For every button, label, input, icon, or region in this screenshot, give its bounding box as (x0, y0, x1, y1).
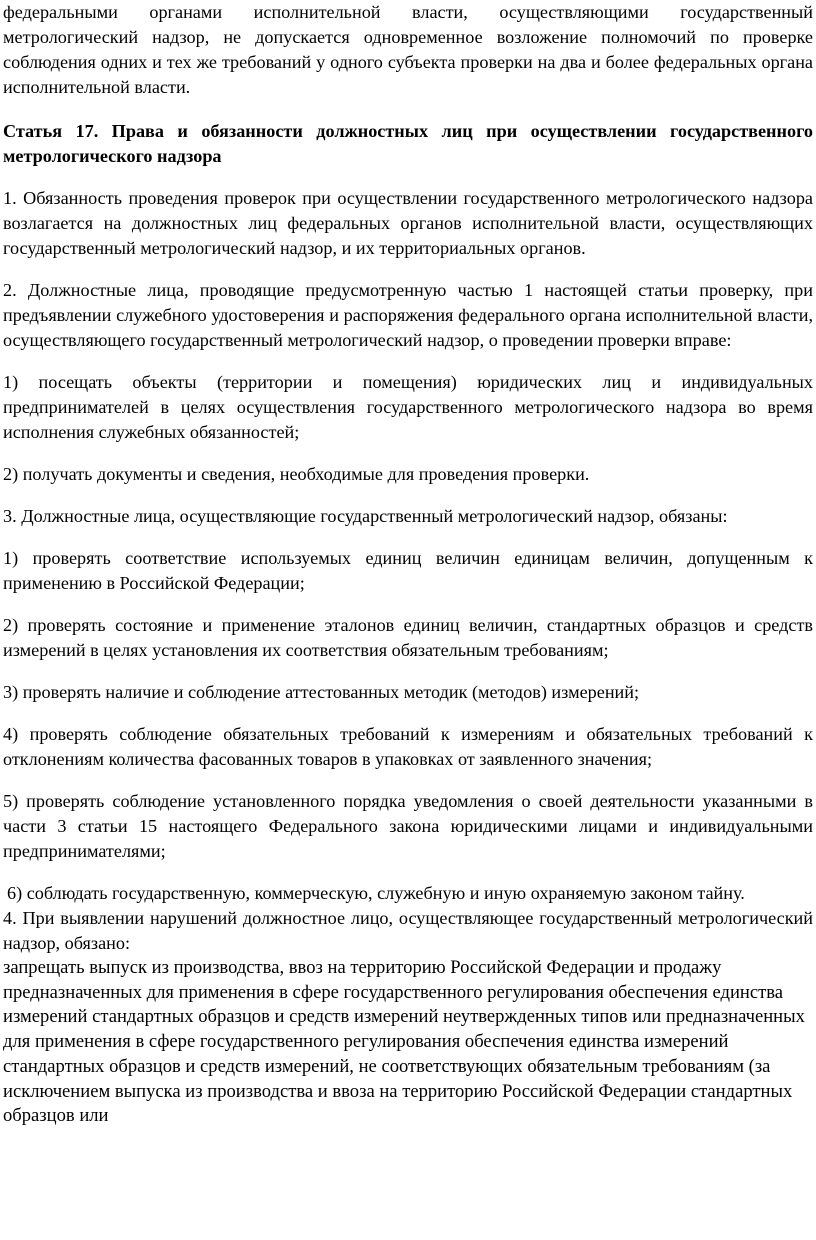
paragraph-intro: федеральными органами исполнительной власти, осуществляющими государственный метрологический надзор, не допускается одновременное возложение полномочий по проверке соблюдения одних и тех же требований у одного субъекта проверки на два и более федеральных органа исполнительной власти. (3, 2, 813, 97)
paragraph-3-item-6: 6) соблюдать государственную, коммерческую, служебную и иную охраняемую законом тайну. (7, 883, 745, 903)
paragraph-4: 4. При выявлении нарушений должностное лицо, осуществляющее государственный метрологический надзор, обязано: (3, 908, 813, 953)
paragraph-3-item-3: 3) проверять наличие и соблюдение аттестованных методик (методов) измерений; (3, 682, 640, 702)
paragraph-4-body: запрещать выпуск из производства, ввоз на территорию Российской Федерации и продажу предназначенных для применения в сфере государственного регулирования обеспечения единства измерений стандартных образцов и средств измерений неутвержденных типов или предназначенных для применения в сфере государственного регулирования обеспечения единства измерений стандартных образцов и средств измерений, не соответствующих обязательным требованиям (за исключением выпуска из производства и ввоза на территорию Российской Федерации стандартных образцов или (3, 957, 805, 1127)
paragraph-1: 1. Обязанность проведения проверок при осуществлении государственного метрологического надзора возлагается на должностных лиц федеральных органов исполнительной власти, осуществляющих государственный метрологический надзор, и их территориальных органов. (3, 188, 813, 258)
paragraph-3-item-2: 2) проверять состояние и применение эталонов единиц величин, стандартных образцов и средств измерений в целях установления их соответствия обязательным требованиям; (3, 615, 813, 660)
paragraph-2: 2. Должностные лица, проводящие предусмотренную частью 1 настоящей статьи проверку, при предъявлении служебного удостоверения и распоряжения федерального органа исполнительной власти, осуществляющего государственный метрологический надзор, о проведении проверки вправе: (3, 280, 813, 350)
article-17-heading: Статья 17. Права и обязанности должностных лиц при осуществлении государственного метрологического надзора (3, 121, 813, 166)
paragraph-2-item-1: 1) посещать объекты (территории и помещения) юридических лиц и индивидуальных предпринимателей в целях осуществления государственного метрологического надзора во время исполнения служебных обязанностей; (3, 372, 813, 442)
paragraph-3-item-1: 1) проверять соответствие используемых единиц величин единицам величин, допущенным к применению в Российской Федерации; (3, 548, 813, 593)
paragraph-2-item-2: 2) получать документы и сведения, необходимые для проведения проверки. (3, 464, 590, 484)
paragraph-3: 3. Должностные лица, осуществляющие государственный метрологический надзор, обязаны: (3, 506, 728, 526)
paragraph-3-item-4: 4) проверять соблюдение обязательных требований к измерениям и обязательных требований к отклонениям количества фасованных товаров в упаковках от заявленного значения; (3, 724, 813, 769)
paragraph-3-item-5: 5) проверять соблюдение установленного порядка уведомления о своей деятельности указанными в части 3 статьи 15 настоящего Федерального закона юридическими лицами и индивидуальными предпринимателями; (3, 791, 813, 861)
document-page (3, 0, 813, 1129)
